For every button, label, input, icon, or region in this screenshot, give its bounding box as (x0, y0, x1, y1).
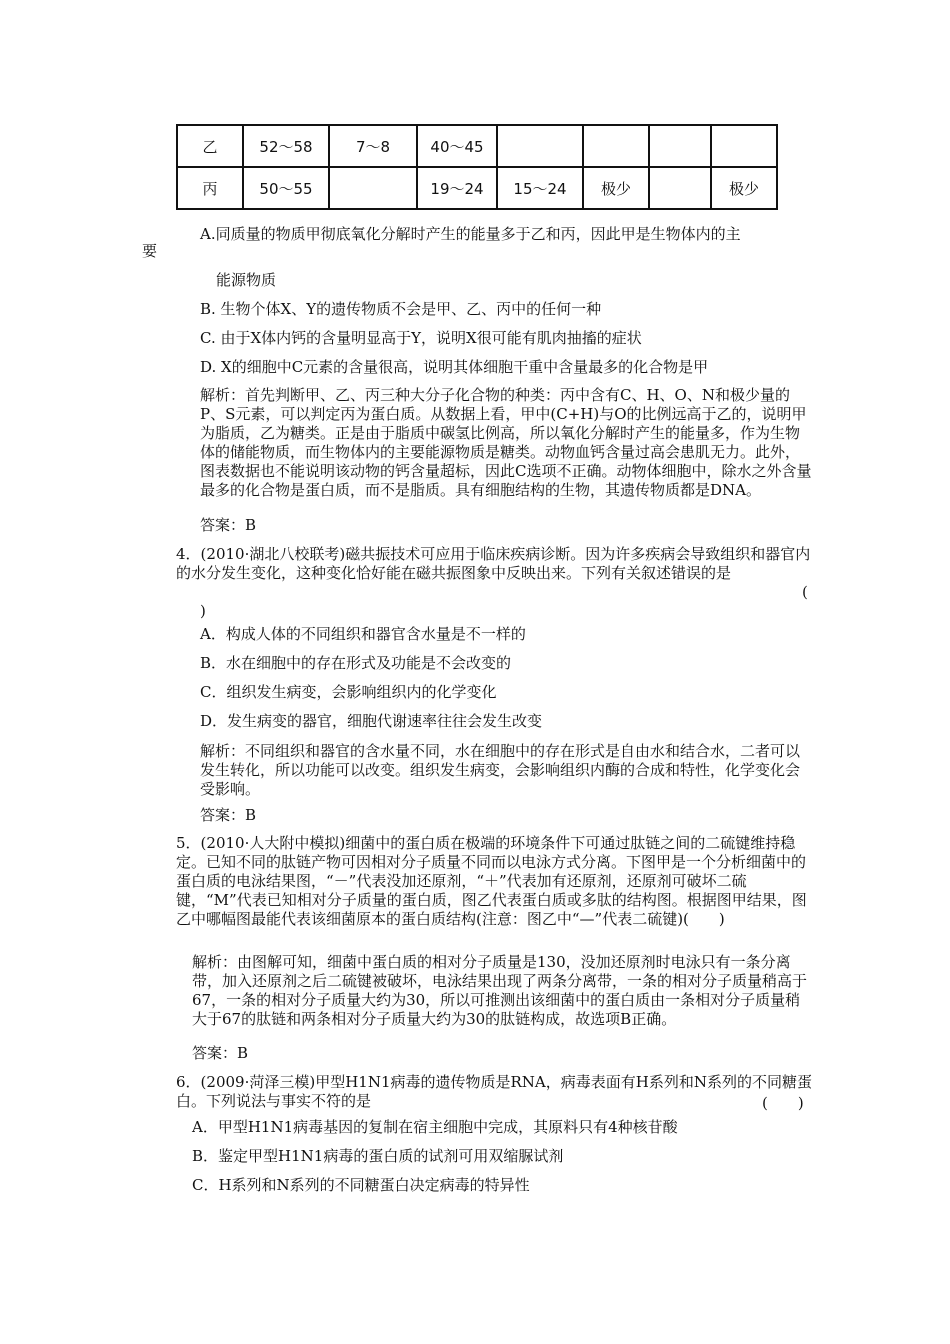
q3-answer: 答案：B (200, 516, 257, 534)
q3-option-a-cont: 能源物质 (216, 271, 277, 289)
q3-option-b: B. 生物个体X、Y的遗传物质不会是甲、乙、丙中的任何一种 (200, 300, 602, 318)
q5-analysis: 解析：由图解可知，细菌中蛋白质的相对分子质量是130，没加还原剂时电泳只有一条分离带，加入还原剂之后二硫键被破坏，电泳结果出现了两条分离带，一条的相对分子质量稍高于67，一条的相对分子质量大约为30，所以可推测出该细菌中的蛋白质由一条相对分子质量稍大于67的肽链和两条相对分子质量大约为30的肽链构成，故选项B正确。 (192, 953, 808, 1028)
table-cell: 乙 (177, 125, 243, 167)
q6-paren: ( ) (762, 1094, 804, 1112)
table-cell: 15～24 (497, 167, 583, 209)
table-cell (649, 125, 711, 167)
q4-option-b: B．水在细胞中的存在形式及功能是不会改变的 (200, 654, 512, 672)
q6-option-b: B．鉴定甲型H1N1病毒的蛋白质的试剂可用双缩脲试剂 (192, 1147, 564, 1165)
q4-answer: 答案：B (200, 806, 257, 824)
q4-paren-close: ) (200, 602, 206, 620)
table-cell: 丙 (177, 167, 243, 209)
q4-option-d: D．发生病变的器官，细胞代谢速率往往会发生改变 (200, 712, 543, 730)
data-table (176, 124, 778, 210)
q4-option-a: A．构成人体的不同组织和器官含水量是不一样的 (200, 625, 526, 643)
table-row (177, 125, 777, 167)
table-cell: 52～58 (243, 125, 329, 167)
table-cell: 极少 (711, 167, 777, 209)
q6-option-a: A．甲型H1N1病毒基因的复制在宿主细胞中完成，其原料只有4种核苷酸 (192, 1118, 678, 1136)
q4-option-c: C．组织发生病变，会影响组织内的化学变化 (200, 683, 497, 701)
q3-analysis: 解析：首先判断甲、乙、丙三种大分子化合物的种类：丙中含有C、H、O、N和极少量的P、S元素，可以判定丙为蛋白质。从数据上看，甲中(C+H)与O的比例远高于乙的，说明甲为脂质，乙为糖类。正是由于脂质中碳氢比例高，所以氧化分解时产生的能量多，作为生物体的储能物质，而生物体内的主要能源物质是糖类。动物血钙含量过高会患肌无力。此外，图表数据也不能说明该动物的钙含量超标，因此C选项不正确。动物体细胞中，除水之外含量最多的化合物是蛋白质，而不是脂质。具有细胞结构的生物，其遗传物质都是DNA。 (200, 386, 812, 499)
table-cell (711, 125, 777, 167)
q3-option-c: C. 由于X体内钙的含量明显高于Y，说明X很可能有肌肉抽搐的症状 (200, 329, 642, 347)
table-cell: 50～55 (243, 167, 329, 209)
q3-option-a: A.同质量的物质甲彻底氧化分解时产生的能量多于乙和丙，因此甲是生物体内的主 (200, 225, 741, 243)
table-row (177, 167, 777, 209)
q5-answer: 答案：B (192, 1044, 249, 1062)
q4-stem: 4．(2010·湖北八校联考)磁共振技术可应用于临床疾病诊断。因为许多疾病会导致组织和器官内的水分发生变化，这种变化恰好能在磁共振图象中反映出来。下列有关叙述错误的是 (176, 545, 811, 582)
q6-option-c: C．H系列和N系列的不同糖蛋白决定病毒的特异性 (192, 1176, 530, 1194)
q3-option-d: D. X的细胞中C元素的含量很高，说明其体细胞干重中含量最多的化合物是甲 (200, 358, 709, 376)
table-cell (583, 125, 649, 167)
table-cell: 极少 (583, 167, 649, 209)
table-cell: 40～45 (417, 125, 497, 167)
table-cell (329, 167, 417, 209)
table-cell (649, 167, 711, 209)
table-cell: 19～24 (417, 167, 497, 209)
table-cell (497, 125, 583, 167)
q4-paren-open: ( (802, 583, 808, 601)
q5-stem: 5．(2010·人大附中模拟)细菌中的蛋白质在极端的环境条件下可通过肽链之间的二硫键维持稳定。已知不同的肽链产物可因相对分子质量不同而以电泳方式分离。下图甲是一个分析细菌中的蛋白质的电泳结果图，“－”代表没加还原剂，“＋”代表加有还原剂，还原剂可破坏二硫键，“M”代表已知相对分子质量的蛋白质，图乙代表蛋白质或多肽的结构图。根据图甲结果，图乙中哪幅图最能代表该细菌原本的蛋白质结构(注意：图乙中“—”代表二硫键)( ) (176, 834, 807, 928)
q6-stem: 6．(2009·菏泽三模)甲型H1N1病毒的遗传物质是RNA，病毒表面有H系列和N系列的不同糖蛋白。下列说法与事实不符的是 (176, 1073, 812, 1110)
q4-analysis: 解析：不同组织和器官的含水量不同，水在细胞中的存在形式是自由水和结合水，二者可以发生转化，所以功能可以改变。组织发生病变，会影响组织内酶的合成和特性，化学变化会受影响。 (200, 742, 801, 798)
q3-option-a-wrap: 要 (142, 242, 158, 260)
table-cell: 7～8 (329, 125, 417, 167)
